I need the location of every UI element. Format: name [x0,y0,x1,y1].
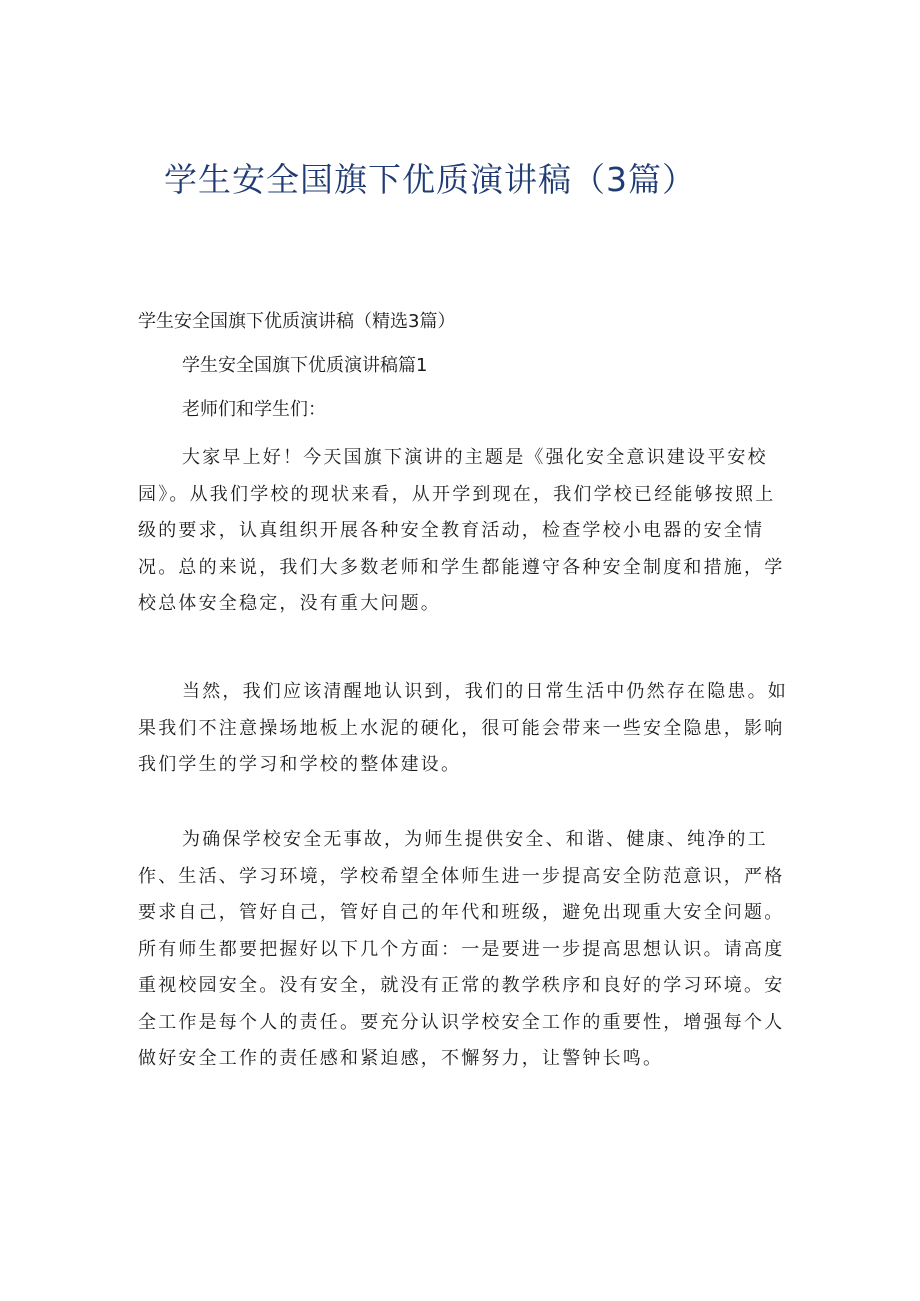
document-title: 学生安全国旗下优质演讲稿（3篇） [164,160,696,199]
document-body [138,302,794,1078]
section-heading: 学生安全国旗下优质演讲稿篇1 [182,355,428,376]
paragraph: 为确保学校安全无事故，为师生提供安全、和谐、健康、纯净的工作、生活、学习环境，学校希望全体师生进一步提高安全防范意识，严格要求自己，管好自己，管好自己的年代和班级，避免出现重大安全问题。所有师生都要把握好以下几个方面：一是要进一步提高思想认识。请高度重视校园安全。没有安全，就没有正常的教学秩序和良好的学习环境。安全工作是每个人的责任。要充分认识学校安全工作的重要性，增强每个人做好安全工作的责任感和紧迫感，不懈努力，让警钟长鸣。 [138,829,785,1069]
paragraph: 当然，我们应该清醒地认识到，我们的日常生活中仍然存在隐患。如果我们不注意操场地板上水泥的硬化，很可能会带来一些安全隐患，影响我们学生的学习和学校的整体建设。 [138,681,788,775]
paragraph: 大家早上好！今天国旗下演讲的主题是《强化安全意识建设平安校园》。从我们学校的现状来看，从开学到现在，我们学校已经能够按照上级的要求，认真组织开展各种安全教育活动，检查学校小电器的安全情况。总的来说，我们大多数老师和学生都能遵守各种安全制度和措施，学校总体安全稳定，没有重大问题。 [138,447,785,614]
greeting: 老师们和学生们： [182,399,326,420]
document-subtitle: 学生安全国旗下优质演讲稿（精选3篇） [138,311,456,332]
